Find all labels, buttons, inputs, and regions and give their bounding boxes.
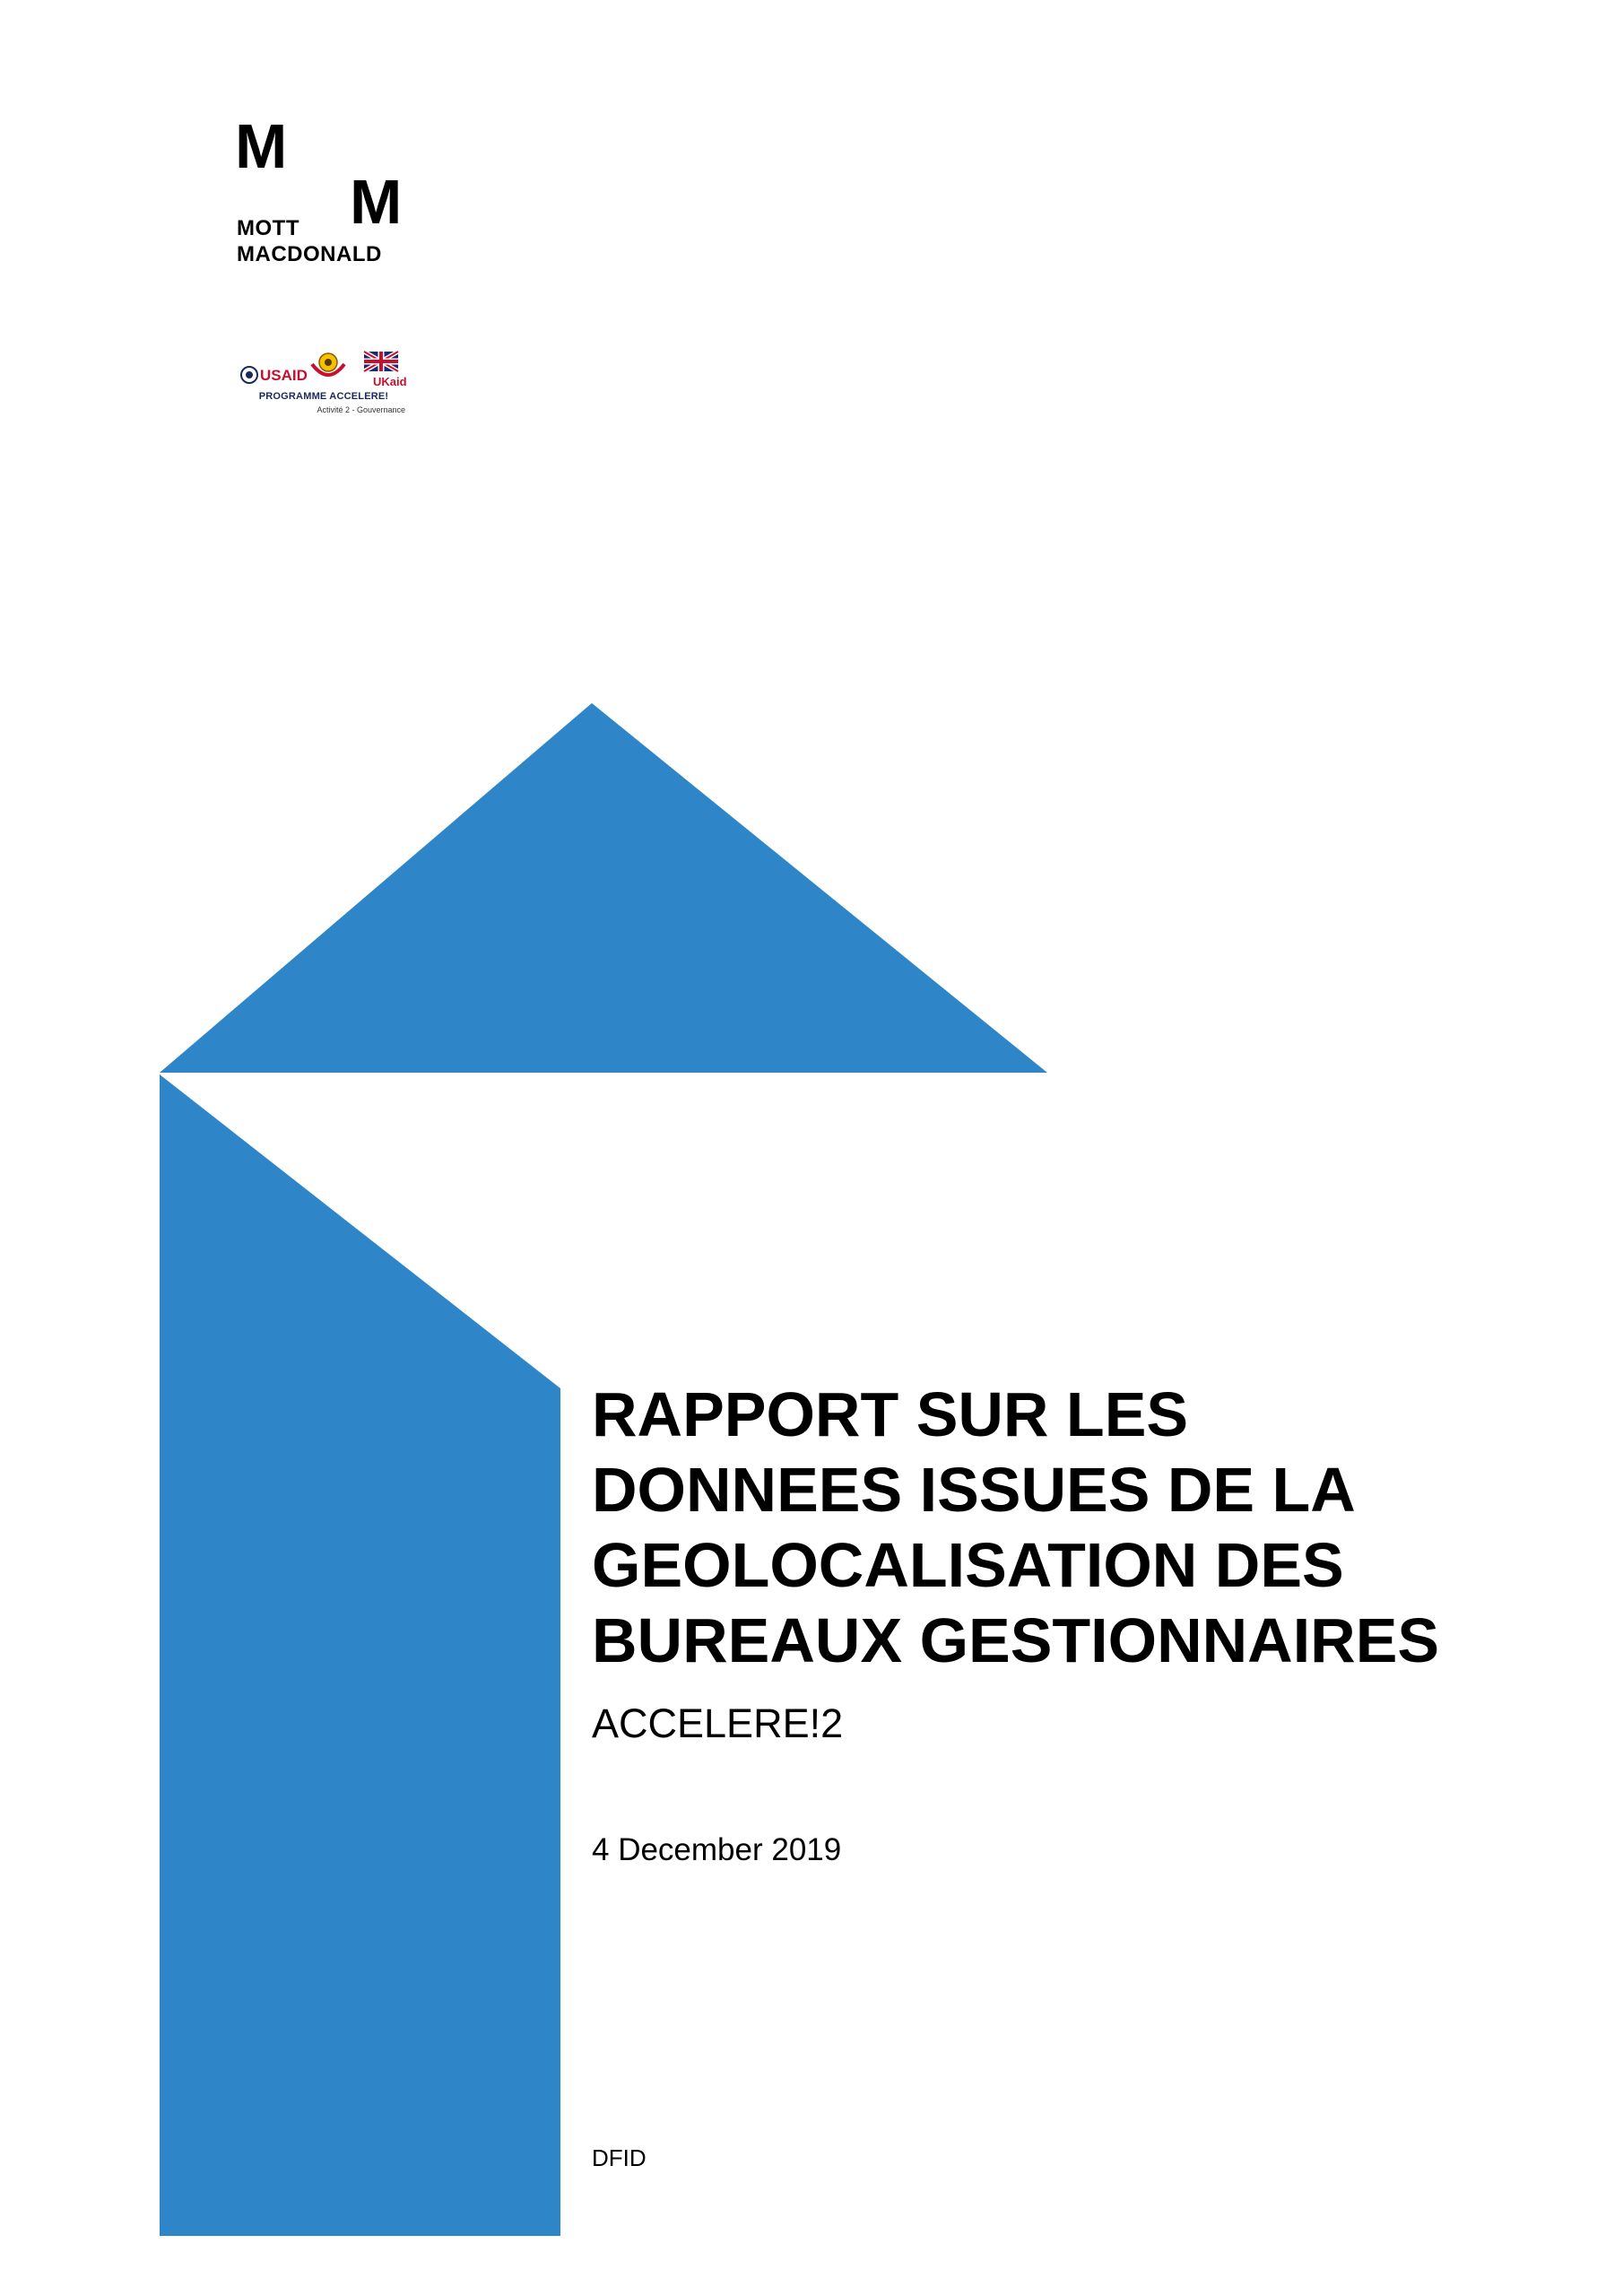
report-title-line: RAPPORT SUR LES — [592, 1379, 1189, 1449]
usaid-wordmark: USAID — [260, 367, 308, 384]
blue-triangle-shape — [160, 703, 1047, 1073]
report-date: 4 December 2019 — [592, 1832, 842, 1867]
report-title — [592, 1377, 1578, 1678]
blue-pillar-shape — [160, 1074, 560, 2236]
logo-letter-bottom: M — [350, 167, 403, 237]
logo-letter-top: M — [235, 111, 288, 181]
report-title-line: DONNEES ISSUES DE LA — [592, 1455, 1356, 1525]
logo-wordmark-line2: MACDONALD — [237, 242, 382, 266]
client-name: DFID — [592, 2144, 647, 2171]
logo-wordmark-line1: MOTT — [237, 216, 299, 240]
badge-program-name: PROGRAMME ACCELERE! — [258, 391, 389, 402]
report-title-line: GEOLOCALISATION DES — [592, 1530, 1344, 1600]
report-title-line: BUREAUX GESTIONNAIRES — [592, 1605, 1440, 1675]
ukaid-wordmark: UKaid — [373, 375, 407, 388]
report-subtitle: ACCELERE!2 — [592, 1700, 844, 1746]
badge-activity-label: Activité 2 - Gouvernance — [317, 405, 405, 414]
title-block — [592, 1377, 1578, 1748]
